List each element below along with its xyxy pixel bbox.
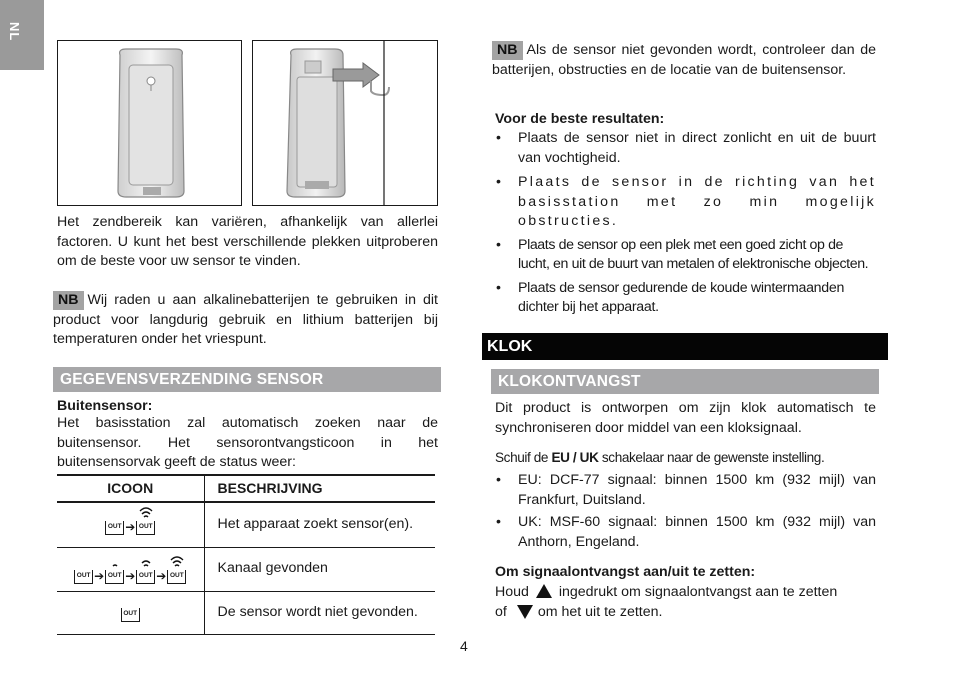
out-signal-icon: OUT bbox=[167, 570, 186, 584]
icon-cell-found bbox=[57, 547, 204, 591]
out-signal-icon: OUT bbox=[105, 521, 124, 535]
icon-cell-not-found bbox=[57, 591, 204, 634]
list-item: • Plaats de sensor op een plek met een goed zicht op de lucht, en uit de buurt van metalen of elektronische objecten. bbox=[493, 236, 876, 275]
list-item: • Plaats de sensor gedurende de koude wintermaanden dichter bij het apparaat. bbox=[493, 279, 876, 318]
arrow-icon: ➔ bbox=[94, 568, 105, 583]
table-row bbox=[57, 502, 435, 547]
list-item: • Plaats de sensor niet in direct zonlicht en uit de buurt van vochtigheid. bbox=[493, 129, 876, 168]
column-header-icon: ICOON bbox=[57, 475, 204, 502]
best-results-heading: Voor de beste resultaten: bbox=[495, 111, 665, 127]
out-signal-icon: OUT bbox=[136, 521, 155, 535]
sensor-battery-illustration bbox=[252, 40, 438, 206]
klok-paragraph: Dit product is ontworpen om zijn klok automatisch te synchroniseren door middel van een kloksignaal. bbox=[495, 400, 876, 436]
out-signal-icon: OUT bbox=[121, 608, 140, 622]
toggle-instruction-2: of om het uit te zetten. bbox=[495, 604, 663, 620]
icon-table bbox=[57, 474, 435, 635]
list-item: • UK: MSF-60 signaal: binnen 1500 km (932 mijl) van Anthorn, Engeland. bbox=[493, 513, 876, 552]
icon-table-header bbox=[57, 475, 435, 502]
description-cell: Het apparaat zoekt sensor(en). bbox=[204, 502, 435, 547]
section-title-klok: KLOK bbox=[482, 333, 888, 360]
arrow-icon: ➔ bbox=[125, 568, 136, 583]
section-title-klokontvangst: KLOKONTVANGST bbox=[491, 369, 879, 394]
language-tab bbox=[0, 0, 44, 70]
page-number: 4 bbox=[460, 638, 468, 654]
down-button-icon bbox=[517, 605, 533, 619]
out-signal-icon: OUT bbox=[105, 570, 124, 584]
list-item: • EU: DCF-77 signaal: binnen 1500 km (932 mijl) van Frankfurt, Duitsland. bbox=[493, 471, 876, 510]
range-paragraph: Het zendbereik kan variëren, afhankelijk van allerlei factoren. U kunt het best verschillende plekken uitproberen om de beste voor uw sensor te vinden. bbox=[57, 214, 438, 269]
arrow-icon: ➔ bbox=[156, 568, 167, 583]
table-row bbox=[57, 547, 435, 591]
out-signal-icon: OUT bbox=[136, 570, 155, 584]
nb-note-sensor bbox=[492, 41, 876, 80]
up-button-icon bbox=[536, 584, 552, 598]
column-header-description: BESCHRIJVING bbox=[204, 475, 435, 502]
nb-badge: NB bbox=[492, 41, 523, 60]
arrow-icon: ➔ bbox=[125, 519, 136, 534]
list-item: • Plaats de sensor in de richting van het basisstation met zo min mogelijk obstructies. bbox=[493, 173, 876, 232]
out-signal-icon: OUT bbox=[74, 570, 93, 584]
nb-note-text: Wij raden u aan alkalinebatterijen te gebruiken in dit product voor langdurig gebruik en lithium batterijen bij temperaturen onder het vriespunt. bbox=[53, 292, 438, 347]
nb-badge: NB bbox=[53, 291, 84, 310]
switch-instruction: Schuif de EU / UK schakelaar naar de gewenste instelling. bbox=[495, 450, 825, 465]
section-title-sensor: GEGEVENSVERZENDING SENSOR bbox=[53, 367, 441, 392]
toggle-instruction-1: Houd ingedrukt om signaalontvangst aan te zetten bbox=[495, 584, 838, 600]
description-cell: Kanaal gevonden bbox=[204, 547, 435, 591]
language-tab-label: NL bbox=[7, 22, 22, 42]
description-cell: De sensor wordt niet gevonden. bbox=[204, 591, 435, 634]
outdoor-sensor-text: Het basisstation zal automatisch zoeken naar de buitensensor. Het sensorontvangsticoon in het buitensensorvak geeft de status weer: bbox=[57, 415, 438, 470]
eu-uk-switch-label: EU / UK bbox=[551, 450, 599, 465]
nb-note-text: Als de sensor niet gevonden wordt, controleer dan de batterijen, obstructies en de locatie van de buitensensor. bbox=[492, 42, 876, 78]
best-results-list bbox=[493, 129, 876, 318]
sensor-back-illustration bbox=[57, 40, 242, 206]
outdoor-sensor-heading: Buitensensor: bbox=[57, 398, 153, 414]
table-row bbox=[57, 591, 435, 634]
signal-list bbox=[493, 471, 876, 552]
nb-note-batteries bbox=[53, 291, 438, 350]
toggle-heading: Om signaalontvangst aan/uit te zetten: bbox=[495, 564, 756, 580]
icon-cell-searching bbox=[57, 502, 204, 547]
